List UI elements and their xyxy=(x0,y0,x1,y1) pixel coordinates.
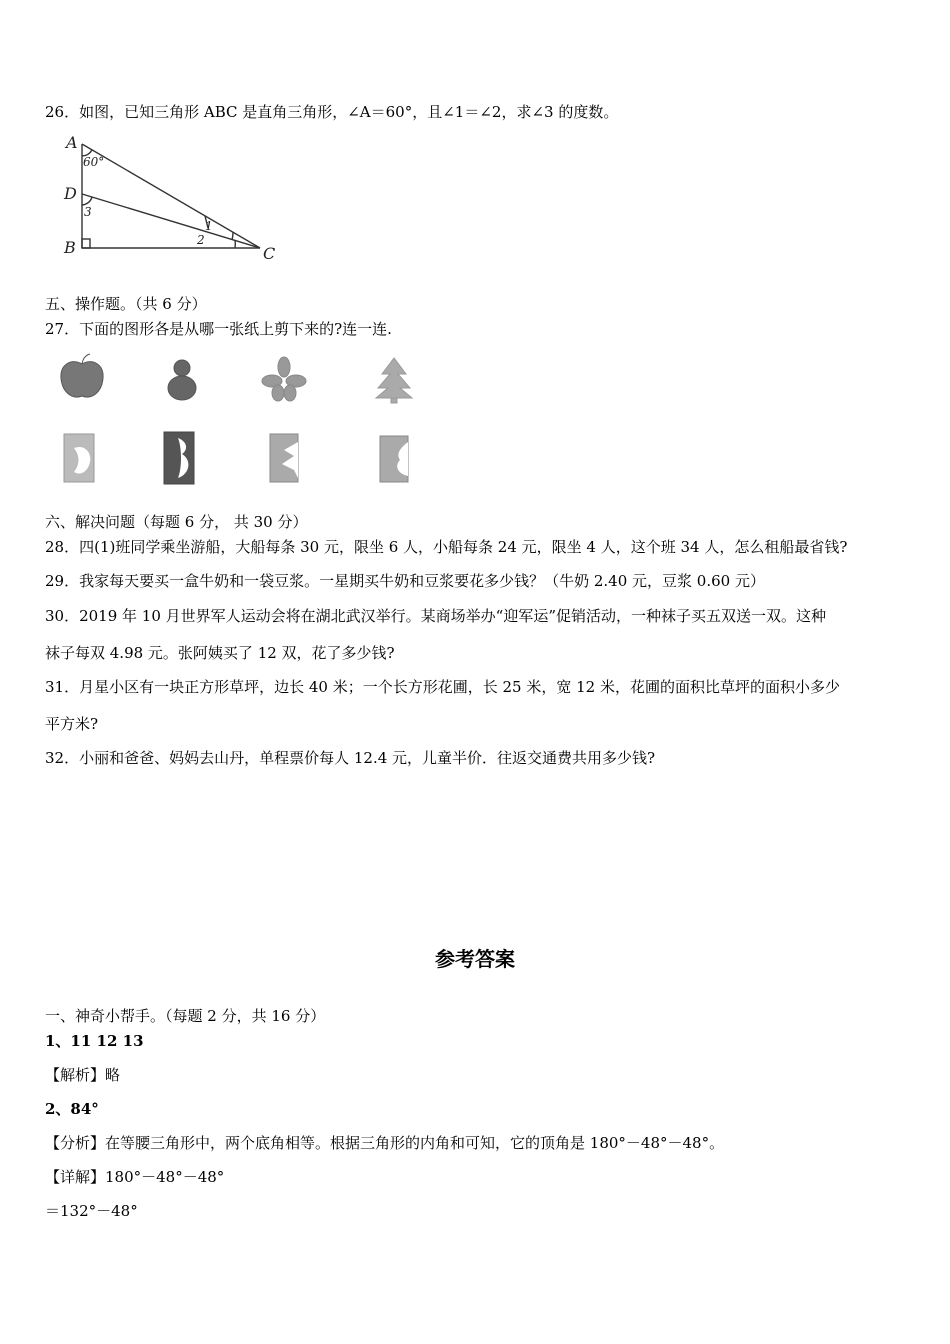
question-30-line-1: 30．2019 年 10 月世界军人运动会将在湖北武汉举行。某商场举办“迎军运”促销活动，一种袜子买五双送一双。这种 xyxy=(45,607,826,625)
label-a: A xyxy=(66,133,78,152)
answer-2-detail: 【详解】180°－48°－48° xyxy=(45,1168,225,1186)
tree-shape xyxy=(376,358,412,403)
angle-a-label: 60° xyxy=(83,155,105,169)
answer-2-step: ＝132°－48° xyxy=(45,1202,138,1220)
answer-1-analysis: 【解析】略 xyxy=(45,1066,121,1084)
answers-section-1-heading: 一、神奇小帮手。（每题 2 分，共 16 分） xyxy=(45,1007,326,1025)
question-32: 32．小丽和爸爸、妈妈去山丹，单程票价每人 12.4 元，儿童半价．往返交通费共用多少钱? xyxy=(45,749,656,767)
paper-with-apple-cutout xyxy=(64,434,94,482)
label-b: B xyxy=(64,238,76,257)
paper-with-flower-cutout xyxy=(270,434,298,482)
paper-with-gourd-cutout xyxy=(164,432,194,484)
angle-3-label: 3 xyxy=(84,205,92,219)
paper-with-tree-cutout xyxy=(380,436,408,482)
triangle-abc-figure xyxy=(55,132,295,267)
question-30-line-2: 袜子每双 4.98 元。张阿姨买了 12 双，花了多少钱? xyxy=(45,644,395,662)
angle-2-label: 2 xyxy=(197,233,205,247)
question-27: 27．下面的图形各是从哪一张纸上剪下来的?连一连. xyxy=(45,320,392,338)
label-c: C xyxy=(263,244,276,263)
apple-shape xyxy=(61,354,103,397)
question-31-line-2: 平方米? xyxy=(45,715,99,733)
gourd-shape xyxy=(168,360,196,400)
answer-2-analysis: 【分析】在等腰三角形中，两个底角相等。根据三角形的内角和可知，它的顶角是 180°－48°－48°。 xyxy=(45,1134,725,1152)
question-31-line-1: 31．月星小区有一块正方形草坪，边长 40 米；一个长方形花圃，长 25 米，宽 12 米，花圃的面积比草坪的面积小多少 xyxy=(45,678,840,696)
question-29: 29．我家每天要买一盒牛奶和一袋豆浆。一星期买牛奶和豆浆要花多少钱？（牛奶 2.40 元，豆浆 0.60 元） xyxy=(45,572,765,590)
question-26: 26．如图，已知三角形 ABC 是直角三角形，∠A＝60°，且∠1＝∠2，求∠3 的度数。 xyxy=(45,103,619,121)
question-28: 28．四(1)班同学乘坐游船，大船每条 30 元，限坐 6 人，小船每条 24 元，限坐 4 人，这个班 34 人，怎么租船最省钱? xyxy=(45,538,848,556)
cutout-shapes-figure xyxy=(50,350,430,490)
label-d: D xyxy=(64,184,77,203)
answer-1: 1、11 12 13 xyxy=(45,1032,144,1050)
section-5-heading: 五、操作题。（共 6 分） xyxy=(45,295,207,313)
section-6-heading: 六、解决问题（每题 6 分， 共 30 分） xyxy=(45,513,308,531)
answers-title: 参考答案 xyxy=(435,947,515,971)
flower-shape xyxy=(262,357,306,401)
angle-1-label: 1 xyxy=(205,219,213,233)
answer-2: 2、84° xyxy=(45,1100,99,1118)
